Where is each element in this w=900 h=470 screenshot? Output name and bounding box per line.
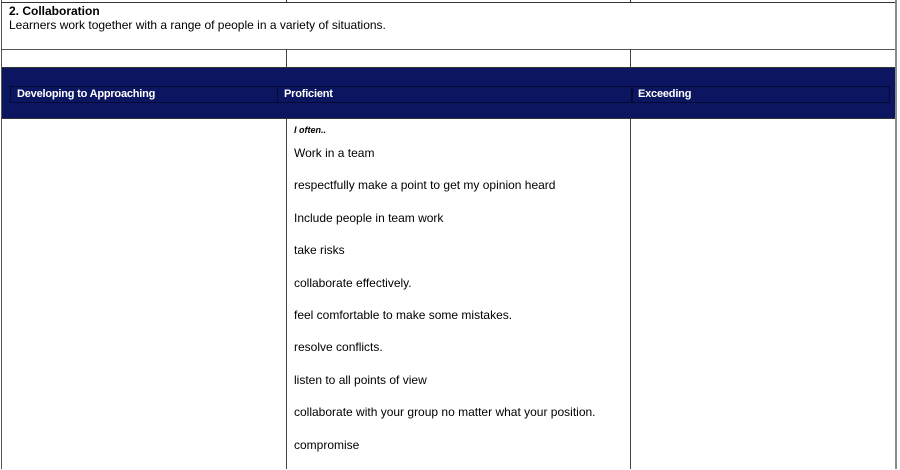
proficient-lead-text: I often.. xyxy=(294,125,326,135)
proficient-column-content xyxy=(294,124,629,470)
list-item: feel comfortable to make some mistakes. xyxy=(294,307,513,322)
column-header-developing: Developing to Approaching xyxy=(10,86,278,103)
list-item: compromise xyxy=(294,437,360,452)
column-header-exceeding: Exceeding xyxy=(631,86,890,103)
section-title: 2. Collaboration xyxy=(9,4,100,18)
list-item: take risks xyxy=(294,243,345,258)
column-divider xyxy=(286,49,287,67)
section-description: Learners work together with a range of people in a variety of situations. xyxy=(9,18,386,32)
list-item: respectfully make a point to get my opinion heard xyxy=(294,178,556,193)
column-divider xyxy=(630,119,631,469)
column-divider xyxy=(286,119,287,469)
previous-row-border xyxy=(2,0,895,3)
list-item: resolve conflicts. xyxy=(294,340,383,355)
rubric-table xyxy=(1,0,897,469)
list-item: Work in a team xyxy=(294,146,375,160)
list-item: Include people in team work xyxy=(294,210,444,225)
list-item: collaborate with your group no matter what your position. xyxy=(294,405,596,420)
column-divider xyxy=(630,49,631,67)
previous-row-divider xyxy=(286,0,287,3)
previous-row-divider xyxy=(630,0,631,3)
list-item: collaborate effectively. xyxy=(294,275,412,290)
row-divider xyxy=(2,49,895,50)
column-header-proficient: Proficient xyxy=(277,86,633,103)
column-header-row xyxy=(2,67,895,119)
list-item: listen to all points of view xyxy=(294,372,427,387)
